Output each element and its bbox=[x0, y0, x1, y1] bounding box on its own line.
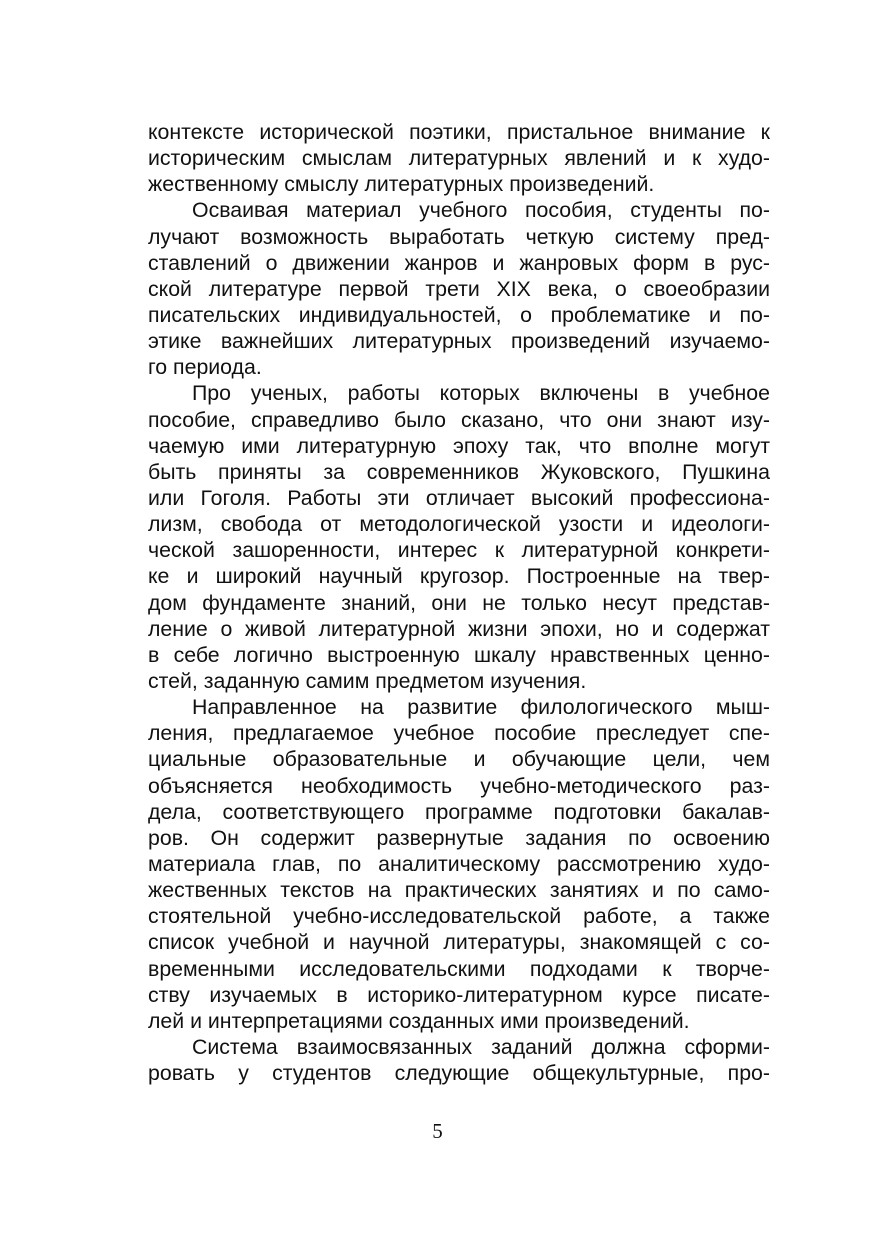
text-line: объясняется необходимость учебно-методического раз- bbox=[148, 773, 770, 798]
text-line: циальные образовательные и обучающие цели, чем bbox=[148, 747, 770, 772]
text-line: этике важнейших литературных произведений изучаемо- bbox=[148, 329, 770, 354]
text-line: материала глав, по аналитическому рассмотрению худо- bbox=[148, 851, 770, 876]
text-line: контексте исторической поэтики, пристальное внимание к bbox=[148, 120, 770, 144]
text-line: лей и интерпретациями созданных ими произведений. bbox=[148, 1008, 690, 1033]
text-line: ству изучаемых в историко-литературном курсе писате- bbox=[148, 982, 770, 1007]
text-line: ке и широкий научный кругозор. Построенные на твер- bbox=[148, 564, 770, 589]
text-line: ческой зашоренности, интерес к литературной конкрети- bbox=[148, 538, 770, 563]
text-line: жественному смыслу литературных произведений. bbox=[148, 172, 655, 197]
text-line: ления, предлагаемое учебное пособие преследует спе- bbox=[148, 721, 770, 746]
text-line: жественных текстов на практических занятиях и по само- bbox=[148, 878, 770, 903]
text-line: историческим смыслам литературных явлений и к худо- bbox=[148, 146, 770, 171]
text-line: писательских индивидуальностей, о проблематике и по- bbox=[148, 302, 770, 327]
text-line: стей, заданную самим предметом изучения. bbox=[148, 668, 587, 693]
text-line: стоятельной учебно-исследовательской работе, а также bbox=[148, 904, 770, 929]
paragraph bbox=[148, 197, 770, 380]
text-line: ров. Он содержит развернутые задания по освоению bbox=[148, 825, 770, 850]
text-line: дела, соответствующего программе подготовки бакалав- bbox=[148, 799, 770, 824]
text-line: ставлений о движении жанров и жанровых форм в рус- bbox=[148, 250, 770, 275]
text-line: лизм, свобода от методологической узости и идеологи- bbox=[148, 512, 770, 537]
paragraph bbox=[148, 380, 770, 694]
text-line: или Гоголя. Работы эти отличает высокий профессиона- bbox=[148, 485, 770, 510]
text-line: список учебной и научной литературы, знакомящей с со- bbox=[148, 930, 770, 955]
text-line: ровать у студентов следующие общекультурные, про- bbox=[148, 1061, 770, 1086]
page-number: 5 bbox=[432, 1119, 443, 1143]
text-line: ской литературе первой трети XIX века, о своеобразии bbox=[148, 276, 770, 301]
text-line: дом фундаменте знаний, они не только несут представ- bbox=[148, 590, 770, 615]
body-text bbox=[148, 119, 770, 1086]
text-line: лучают возможность выработать четкую систему пред- bbox=[148, 224, 770, 249]
text-line: чаемую ими литературную эпоху так, что вполне могут bbox=[148, 433, 770, 458]
text-line: временными исследовательскими подходами к творче- bbox=[148, 956, 770, 981]
text-line: в себе логично выстроенную шкалу нравственных ценно- bbox=[148, 642, 770, 667]
text-line: Осваивая материал учебного пособия, студенты по- bbox=[192, 198, 770, 223]
paragraph bbox=[148, 1034, 770, 1086]
paragraph bbox=[148, 119, 770, 197]
text-line: быть приняты за современников Жуковского, Пушкина bbox=[148, 459, 770, 484]
text-line: Направленное на развитие филологического мыш- bbox=[192, 695, 770, 720]
paragraph bbox=[148, 694, 770, 1034]
text-line: Про ученых, работы которых включены в учебное bbox=[192, 381, 770, 406]
text-line: Система взаимосвязанных заданий должна сформи- bbox=[192, 1034, 770, 1059]
text-line: го периода. bbox=[148, 355, 262, 380]
text-line: ление о живой литературной жизни эпохи, но и содержат bbox=[148, 616, 770, 641]
text-line: пособие, справедливо было сказано, что они знают изу- bbox=[148, 407, 770, 432]
